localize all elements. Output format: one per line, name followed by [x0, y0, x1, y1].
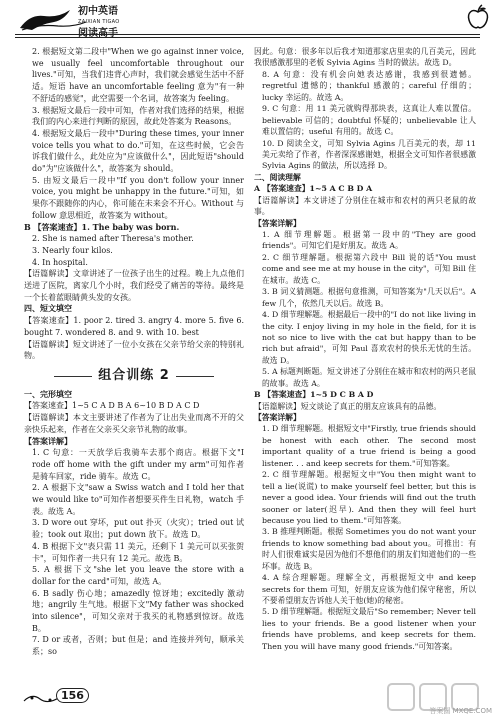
page-footer [0, 678, 500, 718]
left-column [24, 46, 244, 658]
brand-bottom: 阅读高手 [78, 28, 118, 39]
left-column-b-paragraph: 5. A 根据下文"she let you leave the store with a dollar for the card"可知，故选 A。 [32, 565, 244, 586]
left-column-paragraph: 【语篇解读】文章讲述了一位孩子出生的过程。晚上九点他们送进了医院，离家几个小时，我们经受了痛苦的等待。最终是一个长着蓝眼睛黄头发的女孩。 [24, 269, 244, 302]
left-column-paragraph: 4. In hospital. [32, 257, 88, 267]
page-header [0, 0, 500, 40]
left-column-b-paragraph: 6. B sadly 伤心地；amazedly 惊讶地；excitedly 激动地；angrily 生气地。根据下文"My father was shocked into silence"，可知父亲对于我买的礼物感到惊讶。故选 B。 [32, 588, 244, 633]
left-column-paragraph: 2. 根据短文第二段中"When we go against inner voice, we usually feel uncomfortable throughout our lives."可知，当我们违背心声时，我们就会感觉生活中不舒适。短语 have an uncomfortable feeling 意为"有一种不舒适的感觉"，此空需要一个名词，故答案为 feeling。 [32, 47, 244, 103]
left-column-paragraph: 5. 由短文最后一段中"If you don't follow your inner voice, you might be unhappy in the future."可知，如果你不跟随你的内心，你可能在未来会不开心。Without 与 follow 意思相近，故答案为 without。 [32, 175, 244, 220]
right-column-paragraph: 1. A 细节理解题。根据第一段中的"They are good friends"。可知它们是好朋友。故选 A。 [262, 230, 476, 251]
left-column-b-paragraph: 7. D or 或者，否则；but 但是；and 连接并列句，顺承关系；so [32, 635, 244, 657]
right-column-paragraph: 【答案详解】 [254, 218, 301, 228]
left-column-paragraph: B 【答案速查】1. The baby was born. [24, 221, 180, 232]
right-column-paragraph: 4. D 细节理解题。根据最后一段中的"I do not like living in the city. I enjoy living in my hole in the field, for it is not so nice to live with the cat but happy than to be rich but afraid"，可知 Paul 喜欢农村的快乐无忧的生活。故选 D。 [262, 310, 476, 365]
left-column-paragraph: 【答案速查】1. poor 2. tired 3. angry 4. more 5. five 6. bought 7. wondered 8. and 9. with 10. best [24, 316, 244, 337]
right-column-paragraph: 因此。句意：很多年以后我才知道那家店里卖的几百美元，因此我很感激那里的老板 Sylvia Agins 当时的做法。故选 D。 [254, 47, 476, 68]
left-column-b-paragraph: 2. A 根据下文"saw a Swiss watch and I told her that we would like to"可知作者想要买件生日礼物，watch 手表。故选 A。 [32, 483, 244, 516]
apple-icon [466, 4, 490, 30]
right-column-paragraph: 3. B 推理判断题。根据 Sometimes you do not want your friends to know something bad about you。可推出：有时人们很难诚实是因为他们不想他们的朋友们知道他们的一些坏事。故选 B。 [262, 527, 476, 571]
right-column-paragraph: 5. A 标题判断题。短文讲述了分别住在城市和农村的两只老鼠的故事。故选 A。 [262, 367, 476, 388]
right-column-paragraph: 【语篇解读】本文讲述了分别住在城市和农村的两只老鼠的故事。 [254, 195, 476, 217]
right-column-paragraph: 2. C 细节理解题。根据第六段中 Bill 说的话"You must come and see me at my house in the city"，可知 Bill 住在城市。故选 C。 [262, 252, 476, 285]
right-column-paragraph: 5. D 细节理解题。根据短文最后"So remember; Never tell lies to your friends. Be a good listener when your friends have problems, and keep secrets for them. Then you will have many good friends."可知答案。 [262, 607, 476, 651]
left-column-b-paragraph: 4. B 根据下文"表只需 11 美元，还剩下 1 美元可以买张贺卡"，可知作者一共只有 12 美元。故选 B。 [32, 541, 244, 563]
page-number: 156 [56, 688, 89, 703]
left-column-paragraph: 4. 根据短文最后一段中"During these times, your inner voice tells you what to do."可知，在这些时候，它会告诉我们做什么，此处应为"应该做什么"，因此短语"should do"为"应该做什么"，故答案为 should。 [32, 128, 244, 174]
right-column-paragraph: B 【答案速查】1~5 D C B A D [254, 390, 374, 400]
right-column-paragraph: 【答案详解】 [254, 413, 301, 422]
left-answers-part-2 [24, 389, 244, 658]
right-column-paragraph: 3. B 词义猜测题。根据句意推测，可知答案为"几天以后"。A few 几个，依然几天以后。故选 B。 [262, 287, 476, 308]
brand-pinyin: ZAIXIAN TIGAO [78, 19, 120, 25]
header-rule [15, 34, 480, 35]
heading-rule-left [54, 376, 92, 377]
right-column-paragraph: 8. A 句意：没有机会向她表达感谢，我感到很遗憾。regretful 遗憾的；thankful 感激的；careful 仔细的；lucky 幸运的。故选 A。 [262, 69, 476, 102]
left-column-paragraph: 3. 根据短文最后一段中可知，作者对我们选择的结果，根据我们的内心来进行判断的原因，故此处答案为 Reasons。 [32, 105, 244, 127]
left-column-paragraph: 【语篇解读】短文讲述了一位小女孩在父亲节给父亲的特别礼物。 [24, 339, 244, 361]
heading-rule-right [176, 376, 214, 377]
left-column-paragraph: 四、短文填空 [24, 303, 72, 314]
right-column [254, 46, 476, 652]
header-rule-thin [15, 37, 480, 38]
left-column-b-paragraph: 【答案详解】 [24, 435, 72, 446]
watermark-text: 答案圈 MXQE.COM [429, 707, 492, 715]
left-column-b-paragraph: 【答案速查】1~5 C A D B A 6~10 B D A C D [24, 401, 200, 411]
right-column-paragraph: 4. A 综合理解题。理解全文，再根据短文中 and keep secrets for them 可知，好朋友应该为他们保守秘密，所以不要希望朋友告诉他人关于他(她)的秘密。 [262, 573, 476, 605]
brand-top: 初中英语 [78, 6, 118, 17]
group-heading [24, 367, 244, 383]
right-column-paragraph: 10. D 阅读全文，可知 Sylvia Agins 几百美元的表，却 11 美元卖给了作者，作者深深感谢她，根据全文可知作者很感激 Sylvia Agins 的做法，所以选择 D。 [262, 138, 476, 171]
left-column-b-paragraph: 【语篇解读】本文主要讲述了作者为了让出失业而离不开的父亲快乐起来，作者在父亲买父亲节礼物的故事。 [24, 413, 244, 434]
right-column-paragraph: 2. C 细节理解题。根据短文中"You then might want to tell a lie(说谎) to make yourself feel better, but this is never a good idea. Your friends will find out the truth sooner or later(迟早). And then they will feel hurt because you lied to them."可知答案。 [262, 470, 476, 525]
right-column-paragraph: 9. C 句意：用 11 美元就购得那块表，这真让人难以置信。believable 可信的；doubtful 怀疑的；unbelievable 让人难以置信的；useful 有用的。故选 C。 [262, 104, 476, 137]
left-column-b-paragraph: 3. D wore out 穿坏，put out 扑灭（火灾）；tried out 试验；took out 取出；put down 放下。故选 D。 [32, 518, 244, 540]
right-column-paragraph: 【语篇解读】短文谈论了真正的朋友应该具有的品德。 [254, 401, 442, 411]
left-answers-part-1 [24, 46, 244, 362]
right-column-paragraph: 二、阅读理解 [254, 172, 301, 182]
right-column-paragraph: 1. D 细节理解题。根据短文中"Firstly, true friends should be honest with each other. The second most important quality of a true friend is being a good listener. . . and keep secrets for them."可知答案。 [262, 424, 476, 468]
group-title: 组合训练 2 [98, 367, 170, 383]
left-column-paragraph: 3. Nearly four kilos. [32, 245, 113, 255]
left-column-b-paragraph: 一、完形填空 [24, 388, 72, 399]
right-column-paragraph: A 【答案速查】1~5 A C B D A [254, 184, 373, 194]
left-column-b-paragraph: 1. C 句意：一天放学后我骑车去那个商店。根据下文"I rode off home with the gift under my arm"可知作者是骑车回家，ride 骑车。故选 C。 [32, 448, 244, 481]
left-column-paragraph: 2. She is named after Theresa's mother. [32, 234, 194, 244]
